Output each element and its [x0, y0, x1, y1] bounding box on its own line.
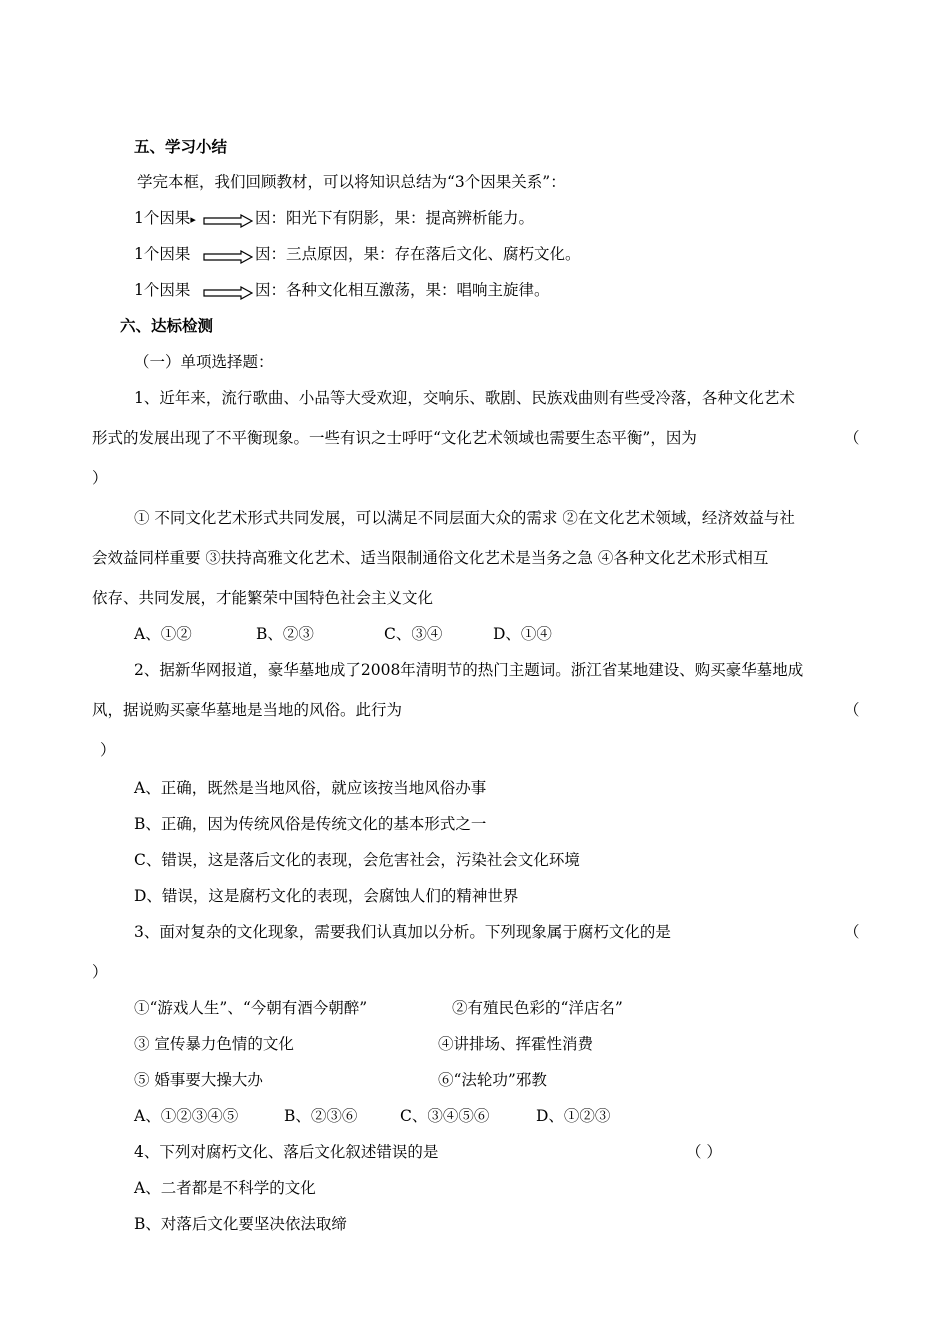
- summary-row-2-text: 因：三点原因，果：存在落后文化、腐朽文化。: [255, 245, 581, 263]
- q3-answer-paren-open: （: [844, 923, 860, 941]
- double-arrow-icon: [203, 286, 253, 300]
- q4-option-b: B、对落后文化要坚决依法取缔: [134, 1215, 347, 1233]
- summary-row-2: 1个因果: [134, 245, 191, 263]
- q4-line-1: 4、下列对腐朽文化、落后文化叙述错误的是: [134, 1143, 439, 1161]
- q2-answer-paren-open: （: [844, 701, 860, 719]
- q3-option-d: D、①②③: [536, 1107, 611, 1125]
- q1-option-c: C、③④: [384, 625, 443, 643]
- q3-item-2: ②有殖民色彩的“洋店名”: [452, 999, 623, 1017]
- double-arrow-icon: [203, 214, 253, 228]
- q1-answer-paren-open: （: [844, 429, 860, 447]
- q1-statement-1: ① 不同文化艺术形式共同发展，可以满足不同层面大众的需求 ②在文化艺术领域，经济效益与社: [134, 509, 795, 527]
- q1-statement-2: 会效益同样重要 ③扶持高雅文化艺术、适当限制通俗文化艺术是当务之急 ④各种文化艺术形式相互: [92, 549, 769, 567]
- q3-item-6: ⑥“法轮功”邪教: [438, 1071, 547, 1089]
- q3-option-a: A、①②③④⑤: [134, 1107, 239, 1125]
- summary-row-1: [134, 208, 196, 230]
- q3-answer-paren-close: ）: [92, 963, 108, 981]
- q2-option-b: B、正确，因为传统风俗是传统文化的基本形式之一: [134, 815, 487, 833]
- q4-answer-paren: （ ）: [686, 1143, 722, 1161]
- q3-option-b: B、②③⑥: [284, 1107, 358, 1125]
- q2-option-a: A、正确，既然是当地风俗，就应该按当地风俗办事: [134, 779, 487, 797]
- summary-row-1-text: 因：阳光下有阴影，果：提高辨析能力。: [255, 209, 535, 227]
- summary-row-3: 1个因果: [134, 281, 191, 299]
- q3-item-1: ①“游戏人生”、“今朝有酒今朝醉”: [134, 999, 368, 1017]
- q1-line-1: 1、近年来，流行歌曲、小品等大受欢迎，交响乐、歌剧、民族戏曲则有些受冷落，各种文化艺术: [134, 389, 795, 407]
- section-5-intro: 学完本框，我们回顾教材，可以将知识总结为“3个因果关系”：: [137, 173, 566, 191]
- double-arrow-icon: [203, 250, 253, 264]
- q2-line-1: 2、据新华网报道，豪华墓地成了2008年清明节的热门主题词。浙江省某地建设、购买豪华墓地成: [134, 661, 804, 679]
- single-choice-heading: （一）单项选择题：: [134, 353, 274, 371]
- q1-line-2: 形式的发展出现了不平衡现象。一些有识之士呼吁“文化艺术领域也需要生态平衡”，因为: [92, 429, 697, 447]
- q3-line-1: 3、面对复杂的文化现象，需要我们认真加以分析。下列现象属于腐朽文化的是: [134, 923, 671, 941]
- q1-statement-3: 依存、共同发展，才能繁荣中国特色社会主义文化: [92, 589, 434, 607]
- q3-item-4: ④讲排场、挥霍性消费: [438, 1035, 594, 1053]
- q2-option-d: D、错误，这是腐朽文化的表现，会腐蚀人们的精神世界: [134, 887, 519, 905]
- q1-answer-paren-close: ）: [92, 469, 108, 487]
- q2-answer-paren-close: ）: [100, 741, 116, 759]
- q3-option-c: C、③④⑤⑥: [400, 1107, 490, 1125]
- q1-option-a: A、①②: [134, 625, 192, 643]
- q1-option-b: B、②③: [256, 625, 314, 643]
- section-5-title: 五、学习小结: [134, 138, 228, 156]
- q2-line-2: 风，据说购买豪华墓地是当地的风俗。此行为: [92, 701, 403, 719]
- q3-item-5: ⑤ 婚事要大操大办: [134, 1071, 263, 1089]
- q2-option-c: C、错误，这是落后文化的表现，会危害社会，污染社会文化环境: [134, 851, 580, 869]
- section-6-title: 六、达标检测: [120, 317, 214, 335]
- q4-option-a: A、二者都是不科学的文化: [134, 1179, 316, 1197]
- triangle-marker-icon: ▸: [190, 213, 196, 226]
- q1-option-d: D、①④: [493, 625, 552, 643]
- summary-row-prefix: 1个因果: [134, 209, 191, 227]
- q3-item-3: ③ 宣传暴力色情的文化: [134, 1035, 294, 1053]
- summary-row-3-text: 因：各种文化相互激荡，果：唱响主旋律。: [255, 281, 550, 299]
